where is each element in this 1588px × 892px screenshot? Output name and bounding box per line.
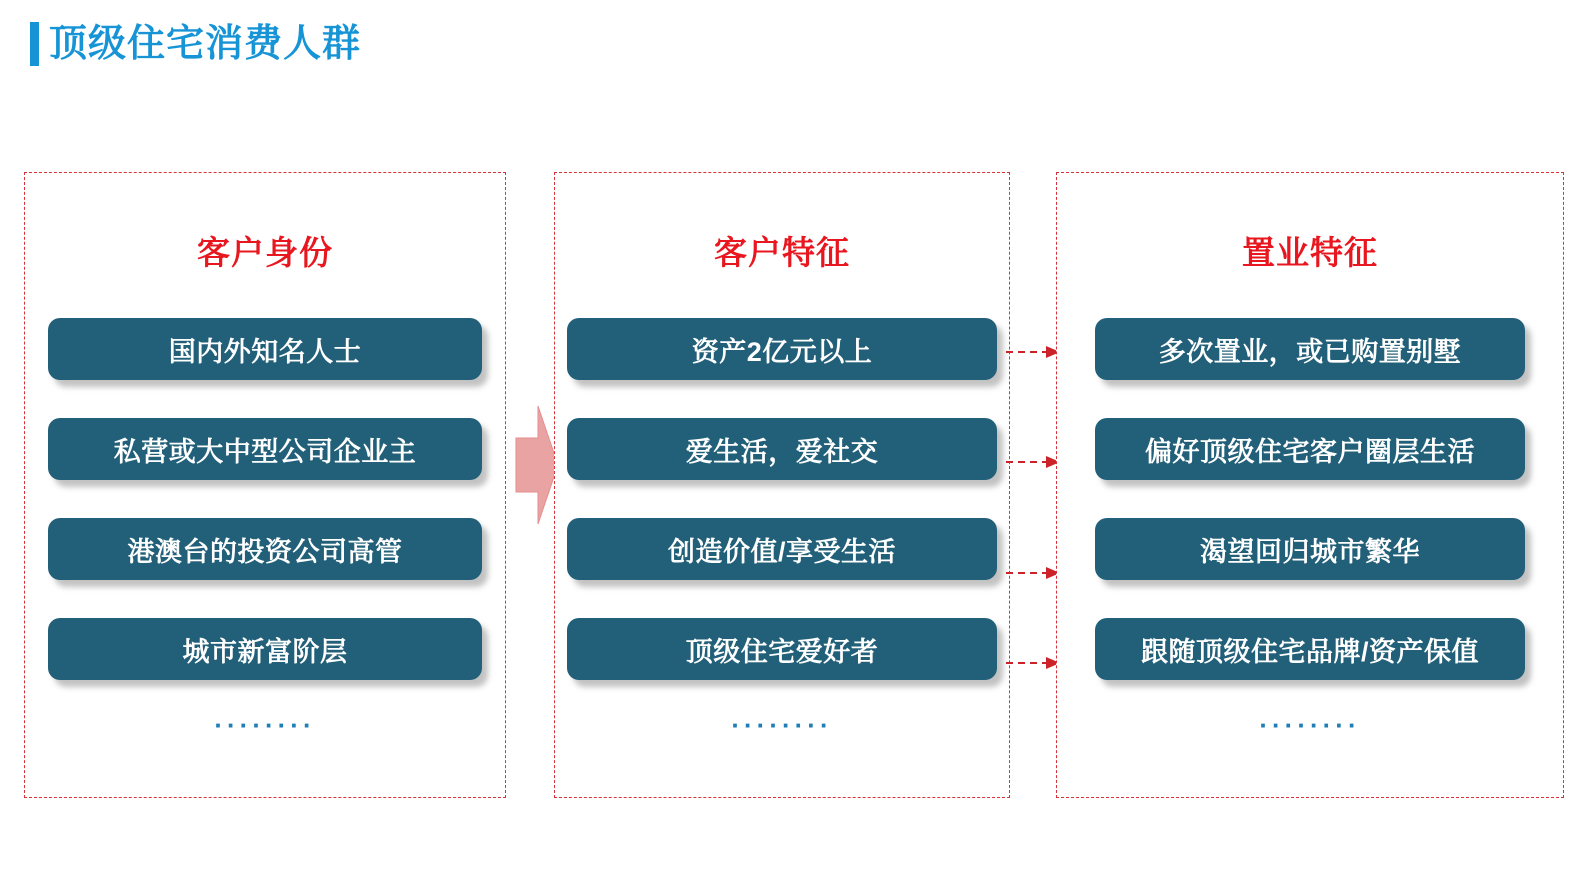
panel-purchase-traits — [1056, 172, 1564, 798]
list-item[interactable]: 创造价值/享受生活 — [567, 518, 997, 580]
page-title-text: 顶级住宅消费人群 — [49, 23, 362, 65]
list-item[interactable]: 偏好顶级住宅客户圈层生活 — [1095, 418, 1525, 480]
ellipsis-label: ········ — [214, 710, 316, 740]
list-item[interactable]: 港澳台的投资公司高管 — [48, 518, 482, 580]
pill-list — [1057, 318, 1563, 741]
list-item[interactable]: 私营或大中型公司企业主 — [48, 418, 482, 480]
connector-arrow-icon — [1006, 455, 1062, 469]
connector-arrow-icon — [1006, 566, 1062, 580]
list-item[interactable]: 城市新富阶层 — [48, 618, 482, 680]
flow-arrow-icon — [512, 400, 560, 530]
panel-heading: 客户身份 — [197, 234, 333, 271]
connector-arrow-icon — [1006, 656, 1062, 670]
list-item[interactable]: 资产2亿元以上 — [567, 318, 997, 380]
connector-arrow-icon — [1006, 345, 1062, 359]
ellipsis-label: ········ — [731, 710, 833, 740]
list-item[interactable]: 跟随顶级住宅品牌/资产保值 — [1095, 618, 1525, 680]
panel-customer-traits — [554, 172, 1010, 798]
ellipsis-label: ········ — [1259, 710, 1361, 740]
list-item[interactable]: 多次置业，或已购置别墅 — [1095, 318, 1525, 380]
pill-list — [555, 318, 1009, 741]
list-item[interactable]: 顶级住宅爱好者 — [567, 618, 997, 680]
list-item[interactable]: 渴望回归城市繁华 — [1095, 518, 1525, 580]
list-item[interactable]: 国内外知名人士 — [48, 318, 482, 380]
panel-customer-identity — [24, 172, 506, 798]
page-title — [30, 22, 361, 66]
panel-heading: 客户特征 — [714, 234, 850, 271]
list-item[interactable]: 爱生活，爱社交 — [567, 418, 997, 480]
panel-heading: 置业特征 — [1242, 234, 1378, 271]
title-accent-bar — [30, 22, 39, 66]
pill-list — [25, 318, 505, 741]
